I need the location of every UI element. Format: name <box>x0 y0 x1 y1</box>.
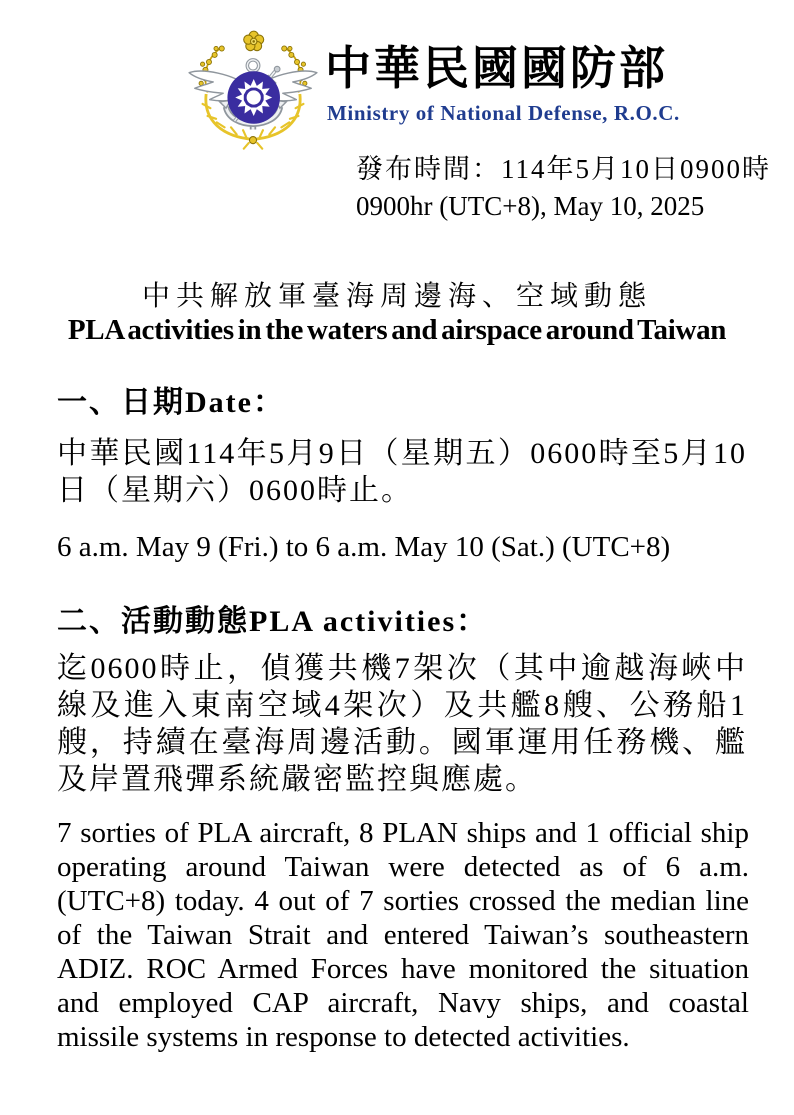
section-activities-body-en: 7 sorties of PLA aircraft, 8 PLAN ships and 1 official ship operating around Taiwan were detected as of 6 a.m. (UTC+8) today. 4 out of 7 sorties crossed the median line of the Taiwan Strait and entered Taiwan’s southeastern ADIZ. ROC Armed Forces have monitored the situation and employed CAP aircraft, Navy ships, and coastal missile systems in response to detected activities. <box>57 817 749 1053</box>
org-name-en: Ministry of National Defense, R.O.C. <box>327 101 680 125</box>
section-activities-heading: 二、活動動態PLA activities： <box>57 605 489 638</box>
document-title-en: PLA activities in the waters and airspace around Taiwan <box>67 314 727 346</box>
document-title-zh: 中共解放軍臺海周邊海、空域動態 <box>141 281 652 312</box>
section-date-body-zh: 中華民國114年5月9日（星期五）0600時至5月10日（星期六）0600時止。 <box>57 437 747 507</box>
release-time <box>356 151 771 225</box>
org-name-zh: 中華民國國防部 <box>325 43 668 94</box>
document-title <box>0 281 794 346</box>
mnd-emblem-icon <box>182 26 324 152</box>
section-date-body-en: 6 a.m. May 9 (Fri.) to 6 a.m. May 10 (Sat.) (UTC+8) <box>57 531 671 563</box>
section-activities-body-zh: 迄0600時止，偵獲共機7架次（其中逾越海峽中線及進入東南空域4架次）及共艦8艘、公務船1艘，持續在臺海周邊活動。國軍運用任務機、艦及岸置飛彈系統嚴密監控與應處。 <box>57 652 747 796</box>
section-date-heading: 一、日期Date： <box>57 386 285 419</box>
release-time-en: 0900hr (UTC+8), May 10, 2025 <box>356 191 705 221</box>
release-time-zh: 發布時間：114年5月10日0900時 <box>356 154 771 184</box>
